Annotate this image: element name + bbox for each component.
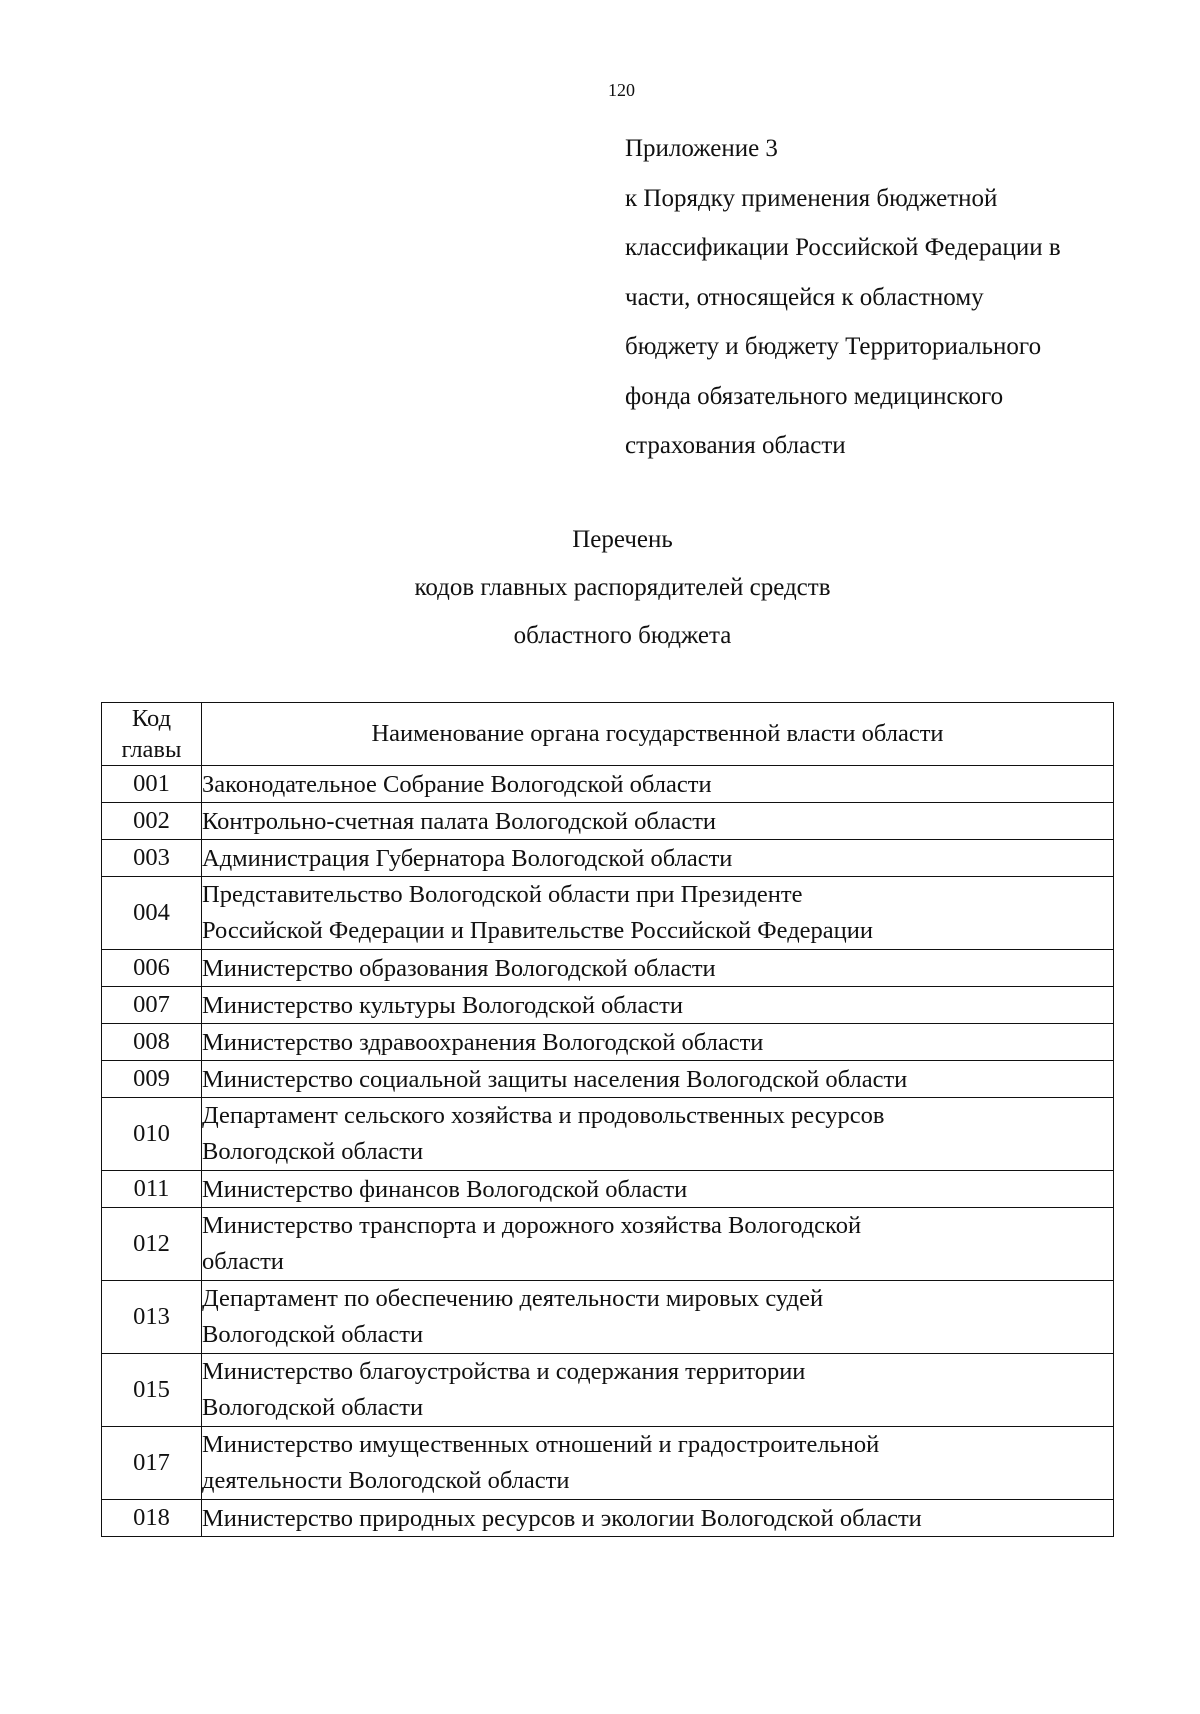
table-row — [102, 803, 1114, 840]
appendix-line: страхования области — [625, 432, 846, 459]
row-code: 004 — [102, 877, 202, 950]
table-row — [102, 1500, 1114, 1537]
row-name — [202, 877, 1114, 950]
table-row — [102, 766, 1114, 803]
row-name-line: Представительство Вологодской области при Президенте — [202, 881, 803, 908]
header-code-line1: Код — [131, 705, 172, 732]
row-code: 012 — [102, 1208, 202, 1281]
title-line: Перечень — [572, 526, 673, 553]
table-row — [102, 1427, 1114, 1500]
row-name-line: Департамент сельского хозяйства и продовольственных ресурсов — [202, 1102, 885, 1129]
document-title — [0, 516, 1200, 660]
appendix-line: Приложение 3 — [625, 135, 778, 162]
row-name-line: деятельности Вологодской области — [202, 1467, 570, 1494]
row-name-line: Департамент по обеспечению деятельности мировых судей — [202, 1285, 824, 1312]
row-name — [202, 1171, 1114, 1208]
row-code: 001 — [102, 766, 202, 803]
row-name-line: Министерство имущественных отношений и градостроительной — [202, 1431, 880, 1458]
row-name — [202, 1500, 1114, 1537]
row-code: 017 — [102, 1427, 202, 1500]
row-name — [202, 803, 1114, 840]
row-code: 006 — [102, 950, 202, 987]
row-name-line: Министерство культуры Вологодской области — [202, 991, 683, 1019]
appendix-line: фонда обязательного медицинского — [625, 382, 1004, 410]
table-row — [102, 1098, 1114, 1171]
row-name-line: Вологодской области — [202, 1138, 424, 1165]
header-code-cell — [102, 703, 202, 766]
table-row — [102, 1208, 1114, 1281]
row-code: 018 — [102, 1500, 202, 1537]
table-row — [102, 1024, 1114, 1061]
table-row — [102, 987, 1114, 1024]
row-name-line: области — [202, 1248, 284, 1275]
row-name-line: Министерство транспорта и дорожного хозяйства Вологодской — [202, 1212, 862, 1239]
title-line: областного бюджета — [513, 622, 732, 649]
row-code: 008 — [102, 1024, 202, 1061]
row-name — [202, 1354, 1114, 1427]
table-row — [102, 950, 1114, 987]
row-name-line: Министерство благоустройства и содержания территории — [202, 1358, 806, 1385]
row-code: 015 — [102, 1354, 202, 1427]
row-name — [202, 1427, 1114, 1500]
row-name — [202, 1208, 1114, 1281]
row-code: 002 — [102, 803, 202, 840]
row-name-line: Министерство здравоохранения Вологодской области — [202, 1028, 764, 1056]
row-name-line: Администрация Губернатора Вологодской области — [202, 844, 733, 872]
row-name-line: Министерство финансов Вологодской области — [202, 1175, 688, 1203]
table-body — [102, 766, 1114, 1537]
title-line: кодов главных распорядителей средств — [414, 574, 831, 601]
row-name — [202, 1024, 1114, 1061]
row-name-line: Министерство социальной защиты населения Вологодской области — [202, 1065, 908, 1093]
appendix-line: классификации Российской Федерации в — [625, 234, 1061, 261]
row-name-line: Министерство образования Вологодской области — [202, 954, 716, 982]
appendix-line: части, относящейся к областному — [625, 283, 984, 311]
row-name-line: Контрольно-счетная палата Вологодской области — [202, 807, 717, 835]
appendix-line: к Порядку применения бюджетной — [625, 184, 998, 212]
row-name-line: Министерство природных ресурсов и экологии Вологодской области — [202, 1504, 922, 1532]
appendix-block — [625, 124, 1145, 471]
row-name — [202, 950, 1114, 987]
row-code: 013 — [102, 1281, 202, 1354]
row-name — [202, 1098, 1114, 1171]
row-code: 010 — [102, 1098, 202, 1171]
row-name — [202, 1281, 1114, 1354]
row-name-line: Вологодской области — [202, 1321, 424, 1348]
page-number: 120 — [608, 80, 635, 100]
row-code: 003 — [102, 840, 202, 877]
row-name — [202, 987, 1114, 1024]
row-name — [202, 1061, 1114, 1098]
table-row — [102, 1281, 1114, 1354]
row-name-line: Российской Федерации и Правительстве Российской Федерации — [202, 917, 873, 944]
row-name — [202, 840, 1114, 877]
appendix-line: бюджету и бюджету Территориального — [625, 333, 1042, 360]
table-header-row — [102, 703, 1114, 766]
row-code: 011 — [102, 1171, 202, 1208]
table-row — [102, 1171, 1114, 1208]
row-code: 009 — [102, 1061, 202, 1098]
header-name-cell: Наименование органа государственной власти области — [202, 703, 1114, 766]
row-name-line: Законодательное Собрание Вологодской области — [202, 770, 712, 798]
row-name-line: Вологодской области — [202, 1394, 424, 1421]
table-row — [102, 1354, 1114, 1427]
table-row — [102, 1061, 1114, 1098]
row-name — [202, 766, 1114, 803]
table-row — [102, 840, 1114, 877]
row-code: 007 — [102, 987, 202, 1024]
codes-table — [101, 702, 1114, 1537]
header-code-line2: главы — [121, 736, 182, 763]
table-row — [102, 877, 1114, 950]
